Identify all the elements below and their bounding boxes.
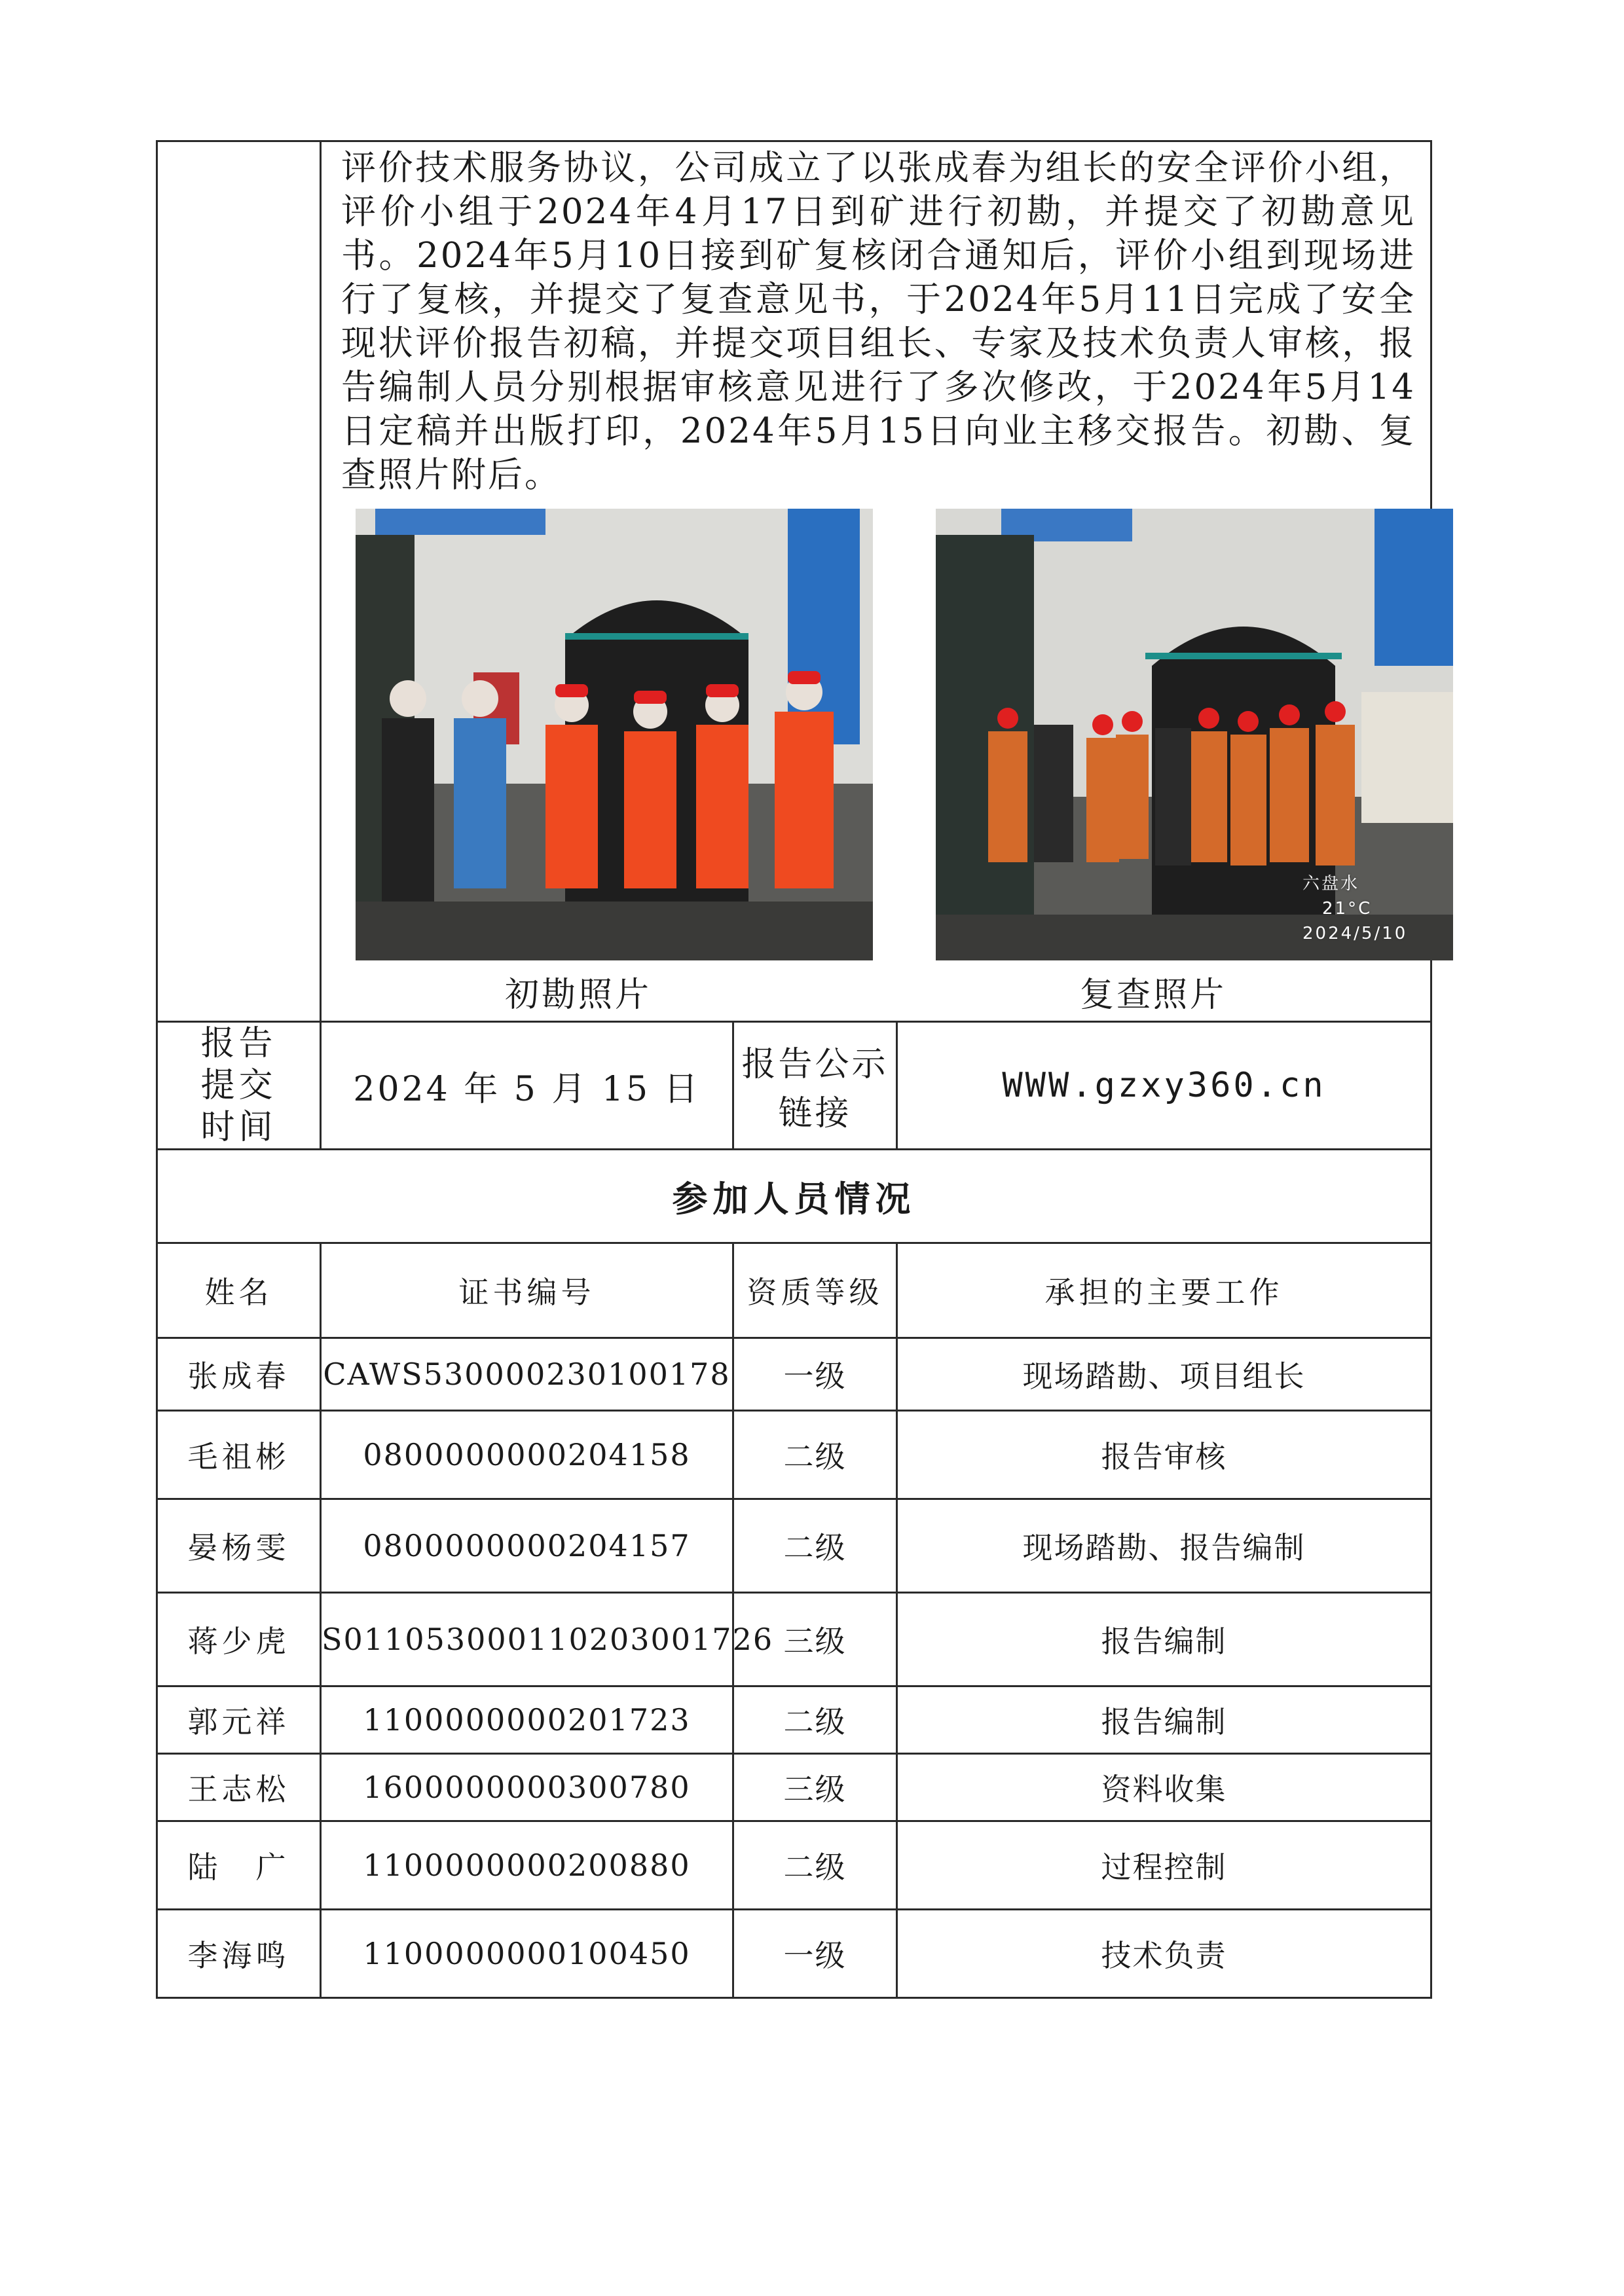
person-work: 报告编制	[897, 1686, 1431, 1754]
report-link-value: WWW.gzxy360.cn	[897, 1022, 1431, 1150]
person-work: 现场踏勘、项目组长	[897, 1338, 1431, 1411]
person-cert: CAWS530000230100178	[321, 1338, 733, 1411]
header-cert: 证书编号	[321, 1243, 733, 1338]
personnel-section-title: 参加人员情况	[157, 1150, 1431, 1243]
review-photo-caption: 复查照片	[1080, 975, 1227, 1015]
person-work: 资料收集	[897, 1754, 1431, 1821]
submission-time-label: 报告提交时间	[157, 1022, 321, 1150]
submission-row	[157, 1022, 1431, 1150]
person-name: 蒋少虎	[157, 1593, 321, 1686]
person-level: 二级	[733, 1686, 897, 1754]
person-cert: 1100000000100450	[321, 1910, 733, 1998]
header-work: 承担的主要工作	[897, 1243, 1431, 1338]
person-work: 报告编制	[897, 1593, 1431, 1686]
header-name: 姓名	[157, 1243, 321, 1338]
person-name: 郭元祥	[157, 1686, 321, 1754]
person-name: 张成春	[157, 1338, 321, 1411]
person-name: 王志松	[157, 1754, 321, 1821]
person-level: 二级	[733, 1499, 897, 1593]
person-name: 毛祖彬	[157, 1411, 321, 1499]
report-link-label: 报告公示链接	[733, 1022, 897, 1150]
person-cert: 0800000000204157	[321, 1499, 733, 1593]
person-work: 过程控制	[897, 1821, 1431, 1910]
narrative-text: 评价技术服务协议，公司成立了以张成春为组长的安全评价小组，评价小组于2024年4月17日到矿进行初勘，并提交了初勘意见书。2024年5月10日接到矿复核闭合通知后，评价小组到现场进行了复核，并提交了复查意见书，于2024年5月11日完成了安全现状评价报告初稿，并提交项目组长、专家及技术负责人审核，报告编制人员分别根据审核意见进行了多次修改，于2024年5月14日定稿并出版打印，2024年5月15日向业主移交报告。初勘、复查照片附后。	[341, 148, 1416, 495]
table-row	[157, 1499, 1431, 1593]
person-name: 晏杨雯	[157, 1499, 321, 1593]
table-row	[157, 1338, 1431, 1411]
personnel-section-row	[157, 1150, 1431, 1243]
person-level: 三级	[733, 1593, 897, 1686]
table-row	[157, 1686, 1431, 1754]
person-level: 二级	[733, 1411, 897, 1499]
person-work: 报告审核	[897, 1411, 1431, 1499]
watermark-temp: 21°C	[1322, 899, 1373, 919]
table-row	[157, 1754, 1431, 1821]
narrative-left-cell	[157, 141, 321, 1022]
table-row	[157, 1910, 1431, 1998]
person-name: 李海鸣	[157, 1910, 321, 1998]
person-cert: 1100000000201723	[321, 1686, 733, 1754]
person-level: 一级	[733, 1910, 897, 1998]
initial-photo-caption: 初勘照片	[505, 975, 652, 1015]
person-cert: 0800000000204158	[321, 1411, 733, 1499]
header-level: 资质等级	[733, 1243, 897, 1338]
person-cert: 1600000000300780	[321, 1754, 733, 1821]
submission-time-value: 2024 年 5 月 15 日	[321, 1022, 733, 1150]
person-work: 现场踏勘、报告编制	[897, 1499, 1431, 1593]
table-row	[157, 1821, 1431, 1910]
initial-survey-photo	[356, 509, 873, 960]
table-row	[157, 1593, 1431, 1686]
person-cert: 1100000000200880	[321, 1821, 733, 1910]
person-cert: S011053000110203001726	[321, 1593, 733, 1686]
narrative-cell	[321, 141, 1431, 1022]
review-photo	[936, 509, 1453, 960]
report-table	[156, 140, 1432, 1999]
photo-area	[341, 497, 1416, 1021]
person-level: 一级	[733, 1338, 897, 1411]
person-level: 三级	[733, 1754, 897, 1821]
personnel-header-row	[157, 1243, 1431, 1338]
person-level: 二级	[733, 1821, 897, 1910]
watermark-date: 2024/5/10	[1302, 924, 1408, 943]
person-work: 技术负责	[897, 1910, 1431, 1998]
narrative-row	[157, 141, 1431, 1022]
watermark-place: 六盘水	[1302, 874, 1360, 894]
person-name: 陆 广	[157, 1821, 321, 1910]
table-row	[157, 1411, 1431, 1499]
